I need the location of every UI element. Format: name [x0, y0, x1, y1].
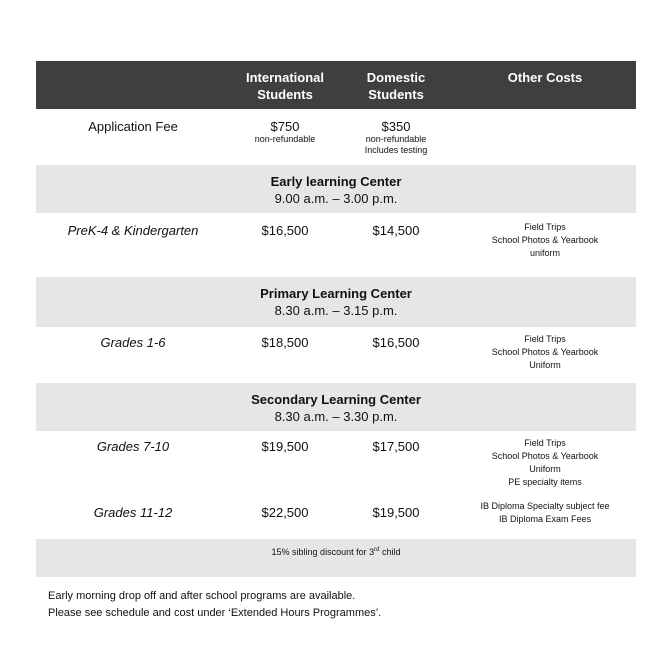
early-learning-title: Early learning Center: [270, 174, 402, 189]
discount-text-after: child: [379, 547, 401, 557]
header-domestic-students: [340, 69, 452, 103]
grades-11-12-other-item: IB Diploma Specialty subject fee: [480, 501, 610, 511]
grades-7-10-other-item: School Photos & Yearbook: [491, 451, 599, 461]
discount-text-sup: rd: [374, 547, 380, 553]
header-intl-line1: International: [245, 70, 324, 85]
grades-1-6-other-item: Field Trips: [524, 334, 566, 344]
early-learning-section: [36, 165, 636, 213]
tuition-fee-table: [36, 61, 636, 577]
application-dom-note1: non-refundable: [365, 134, 427, 144]
application-fee-label: Application Fee: [88, 119, 178, 134]
header-dom-line2: Students: [368, 87, 424, 102]
prek-other-item: uniform: [529, 248, 560, 258]
footnote-line2: Please see schedule and cost under ‘Extended Hours Programmes’.: [48, 607, 382, 619]
early-learning-hours: 9.00 a.m. – 3.00 p.m.: [274, 191, 398, 206]
grades-7-10-other-item: Uniform: [529, 464, 561, 474]
grades-1-6-other-item: Uniform: [529, 360, 561, 370]
application-dom-price: $350: [381, 119, 411, 134]
footnote: [48, 588, 381, 622]
application-dom-cell: [340, 119, 452, 156]
grades-11-12-other-costs: [454, 500, 636, 526]
application-intl-note: non-refundable: [254, 134, 316, 144]
grades-7-10-other-costs: [454, 437, 636, 489]
grades-1-6-row: [36, 327, 636, 383]
grades-7-10-row: [36, 431, 636, 497]
discount-text-before: 15% sibling discount for 3: [271, 547, 375, 557]
grades-11-12-other-item: IB Diploma Exam Fees: [498, 514, 592, 524]
application-intl-cell: [230, 119, 340, 145]
sibling-discount-text: [36, 539, 636, 557]
header-other-costs: Other Costs: [507, 70, 583, 85]
prek-other-item: Field Trips: [524, 222, 566, 232]
grades-1-6-label: Grades 1-6: [100, 335, 166, 350]
grades-7-10-other-item: Field Trips: [524, 438, 566, 448]
header-dom-line1: Domestic: [366, 70, 426, 85]
prek-row: [36, 213, 636, 277]
prek-label: PreK-4 & Kindergarten: [67, 223, 199, 238]
primary-learning-section: [36, 277, 636, 327]
secondary-learning-title: Secondary Learning Center: [251, 392, 421, 407]
grades-11-12-label: Grades 11-12: [93, 505, 173, 520]
prek-other-item: School Photos & Yearbook: [491, 235, 599, 245]
prek-other-costs: [454, 221, 636, 260]
grades-11-12-row: [36, 497, 636, 539]
primary-learning-hours: 8.30 a.m. – 3.15 p.m.: [274, 303, 398, 318]
grades-7-10-other-item: PE specialty items: [508, 477, 582, 487]
prek-dom-price: $14,500: [372, 223, 420, 238]
grades-7-10-label: Grades 7-10: [96, 439, 170, 454]
footnote-line1: Early morning drop off and after school programs are available.: [48, 590, 356, 602]
application-fee-row: [36, 109, 636, 165]
grades-7-10-intl-price: $19,500: [261, 439, 309, 454]
secondary-learning-hours: 8.30 a.m. – 3.30 p.m.: [274, 409, 398, 424]
secondary-learning-section: [36, 383, 636, 431]
grades-1-6-other-item: School Photos & Yearbook: [491, 347, 599, 357]
grades-11-12-intl-price: $22,500: [261, 505, 309, 520]
grades-7-10-dom-price: $17,500: [372, 439, 420, 454]
grades-1-6-other-costs: [454, 333, 636, 372]
prek-intl-price: $16,500: [261, 223, 309, 238]
table-header: [36, 61, 636, 109]
primary-learning-title: Primary Learning Center: [260, 286, 412, 301]
application-dom-note2: Includes testing: [364, 145, 428, 155]
sibling-discount-row: [36, 539, 636, 577]
grades-11-12-dom-price: $19,500: [372, 505, 420, 520]
application-intl-price: $750: [270, 119, 300, 134]
grades-1-6-intl-price: $18,500: [261, 335, 309, 350]
header-intl-line2: Students: [257, 87, 313, 102]
header-international-students: [230, 69, 340, 103]
grades-1-6-dom-price: $16,500: [372, 335, 420, 350]
